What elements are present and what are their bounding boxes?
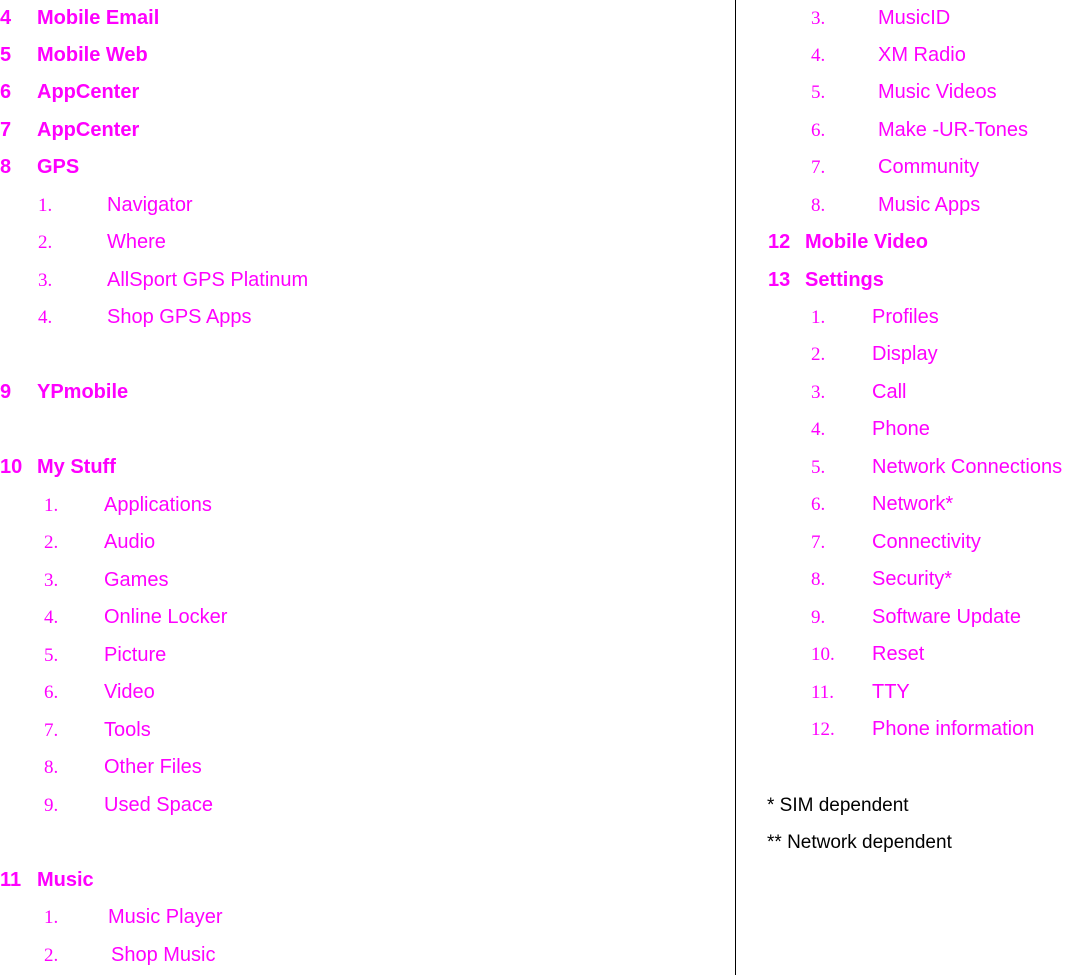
item-number: 3. (44, 570, 59, 591)
item-number: 3. (811, 382, 826, 403)
item-number: 7. (811, 532, 826, 553)
item-label: Reset (872, 643, 925, 665)
item-label: Network* (872, 493, 954, 515)
item-label: Where (107, 231, 166, 253)
item-label: Audio (104, 531, 156, 553)
item-label: Connectivity (872, 531, 981, 553)
item-label: Music Apps (878, 194, 981, 216)
section-label: Mobile Email (37, 7, 160, 29)
section-label: YPmobile (37, 381, 129, 403)
item-label: Make -UR-Tones (878, 119, 1029, 141)
section-label: Mobile Web (37, 44, 148, 66)
item-number: 4. (38, 307, 53, 328)
section-label: AppCenter (37, 119, 140, 141)
right-column (737, 0, 1069, 975)
item-label: Music Videos (878, 81, 997, 103)
section-number: 5 (0, 44, 12, 66)
section-number: 12 (768, 231, 791, 253)
item-number: 9. (811, 607, 826, 628)
section-label: AppCenter (37, 81, 140, 103)
item-label: Tools (104, 719, 151, 741)
section-label: GPS (37, 156, 80, 178)
item-number: 12. (811, 719, 835, 740)
item-number: 4. (44, 607, 59, 628)
item-label: Profiles (872, 306, 939, 328)
item-number: 7. (44, 720, 59, 741)
item-label: MusicID (878, 7, 951, 29)
column-divider (735, 0, 736, 975)
item-label: Phone information (872, 718, 1035, 740)
item-number: 8. (811, 195, 826, 216)
item-number: 6. (811, 494, 826, 515)
item-number: 3. (811, 8, 826, 29)
item-number: 6. (44, 682, 59, 703)
section-label: Mobile Video (805, 231, 928, 253)
item-number: 4. (811, 419, 826, 440)
item-label: Music Player (108, 906, 223, 928)
section-number: 8 (0, 156, 12, 178)
item-number: 1. (44, 495, 59, 516)
item-label: Used Space (104, 794, 213, 816)
item-label: Picture (104, 644, 167, 666)
section-number: 13 (768, 269, 791, 291)
item-number: 8. (811, 569, 826, 590)
item-number: 5. (811, 82, 826, 103)
section-label: Settings (805, 269, 884, 291)
item-number: 8. (44, 757, 59, 778)
item-label: Phone (872, 418, 930, 440)
item-label: Other Files (104, 756, 202, 778)
item-label: XM Radio (878, 44, 966, 66)
item-label: Community (878, 156, 980, 178)
item-label: Navigator (107, 194, 193, 216)
item-label: Network Connections (872, 456, 1063, 478)
footnote-network: ** Network dependent (767, 832, 952, 853)
item-number: 2. (44, 532, 59, 553)
item-number: 1. (44, 907, 59, 928)
item-number: 6. (811, 120, 826, 141)
item-label: Call (872, 381, 907, 403)
item-label: TTY (872, 681, 910, 703)
item-label: Shop Music (111, 944, 216, 966)
section-number: 6 (0, 81, 12, 103)
section-label: My Stuff (37, 456, 116, 478)
item-label: Video (104, 681, 155, 703)
section-number: 4 (0, 7, 12, 29)
item-number: 10. (811, 644, 835, 665)
item-number: 2. (811, 344, 826, 365)
section-label: Music (37, 869, 94, 891)
item-number: 1. (811, 307, 826, 328)
item-label: Shop GPS Apps (107, 306, 252, 328)
item-label: Games (104, 569, 169, 591)
item-label: Security* (872, 568, 953, 590)
section-number: 9 (0, 381, 12, 403)
item-label: Software Update (872, 606, 1021, 628)
item-label: Applications (104, 494, 212, 516)
item-number: 2. (44, 945, 59, 966)
footnote-sim: * SIM dependent (767, 795, 909, 816)
item-number: 4. (811, 45, 826, 66)
item-label: AllSport GPS Platinum (107, 269, 309, 291)
item-label: Online Locker (104, 606, 228, 628)
item-number: 5. (44, 645, 59, 666)
section-number: 11 (0, 869, 22, 891)
item-label: Display (872, 343, 938, 365)
section-number: 7 (0, 119, 12, 141)
item-number: 1. (38, 195, 53, 216)
item-number: 11. (811, 682, 835, 703)
item-number: 5. (811, 457, 826, 478)
item-number: 2. (38, 232, 53, 253)
item-number: 9. (44, 795, 59, 816)
item-number: 7. (811, 157, 826, 178)
section-number: 10 (0, 456, 23, 478)
item-number: 3. (38, 270, 53, 291)
